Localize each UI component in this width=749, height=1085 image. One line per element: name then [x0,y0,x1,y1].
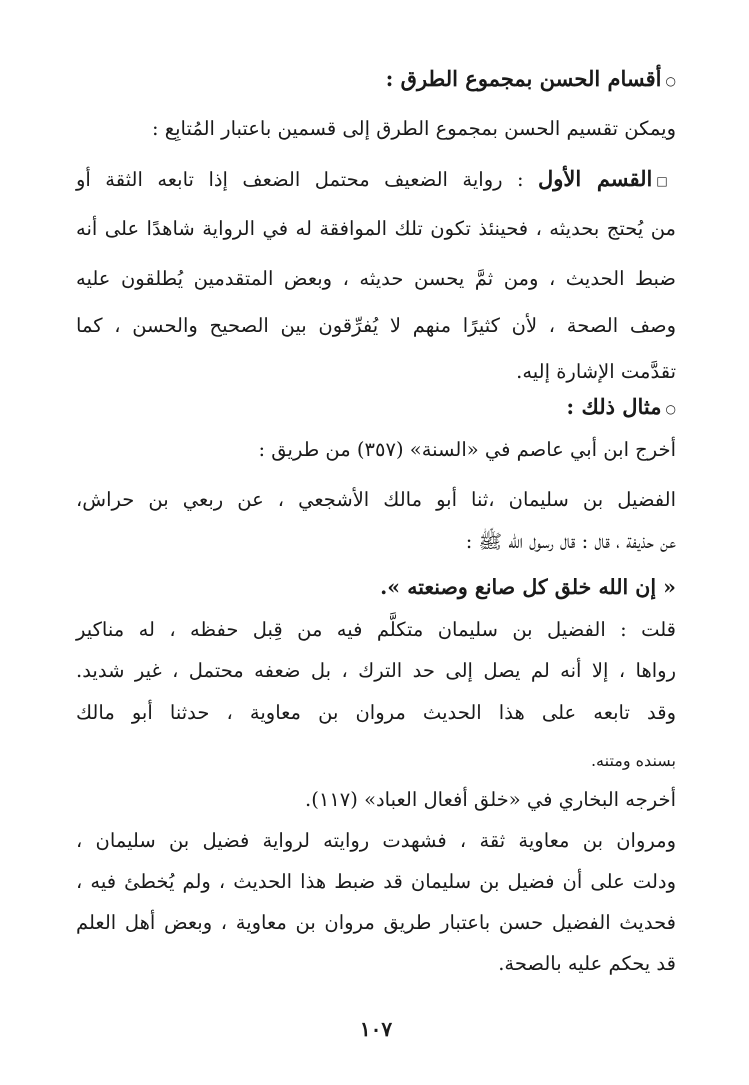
example-line: عن حذيفة ، قال : قال رسول الله ﷺ : [465,530,676,553]
section1-line: وصف الصحة ، لأن كثيرًا منهم لا يُفرِّقون بين الصحيح والحسن ، كما [76,314,676,337]
final-line: قد يحكم عليه بالصحة. [498,952,676,975]
heading-text: أقسام الحسن بمجموع الطرق [400,66,662,91]
section1-line-text: : رواية الضعيف محتمل الضعف إذا تابعه الثقة أو [76,168,539,191]
final-line: فحديث الفضيل حسن باعتبار طريق مروان بن معاوية ، وبعض أهل العلم [76,911,676,934]
circle-bullet-icon: ○ [665,73,676,88]
square-bullet-icon: □ [656,173,676,188]
heading-colon: : [385,66,401,91]
final-line: ودلت على أن فضيل بن سليمان قد ضبط هذا الحديث ، ولم يُخطئ فيه ، [76,870,676,893]
page-number: ١٠٧ [359,1017,393,1041]
intro-paragraph: ويمكن تقسيم الحسن بمجموع الطرق إلى قسمين باعتبار المُتابِع : [151,117,676,140]
hadith-text: « إن الله خلق كل صانع وصنعته ». [380,575,676,599]
example-title: مثال ذلك [581,394,662,419]
final-line: ومروان بن معاوية ثقة ، فشهدت روايته لرواية فضيل بن سليمان ، [76,829,676,852]
section1-line: من يُحتج بحديثه ، فحينئذ تكون تلك الموافقة له في الرواية شاهدًا على أنه [76,217,676,240]
section1-line: ضبط الحديث ، ومن ثمَّ يحسن حديثه ، وبعض المتقدمين يُطلقون عليه [76,267,676,290]
section1-line: تقدَّمت الإشارة إليه. [516,360,676,383]
section1-first-line [76,164,676,196]
section1-title: القسم الأول [538,166,653,191]
example-heading [76,392,676,424]
example-line: أخرج ابن أبي عاصم في «السنة» (٣٥٧) من طريق : [258,438,676,461]
example-colon: : [566,394,582,419]
comment-short: بسنده ومتنه. [590,751,676,770]
heading-hasan-by-chains [76,64,676,96]
circle-bullet-icon: ○ [665,401,676,416]
final-line: أخرجه البخاري في «خلق أفعال العباد» (١١٧). [305,788,676,811]
comment-line: رواها ، إلا أنه لم يصل إلى حد الترك ، بل ضعفه محتمل ، غير شديد. [76,659,676,682]
comment-line: قلت : الفضيل بن سليمان متكلَّم فيه من قِبل حفظه ، له مناكير [76,618,676,641]
example-line: الفضيل بن سليمان ،ثنا أبو مالك الأشجعي ، عن ربعي بن حراش، [76,488,676,511]
comment-line: وقد تابعه على هذا الحديث مروان بن معاوية ، حدثنا أبو مالك [76,701,676,724]
book-page [76,52,676,1052]
